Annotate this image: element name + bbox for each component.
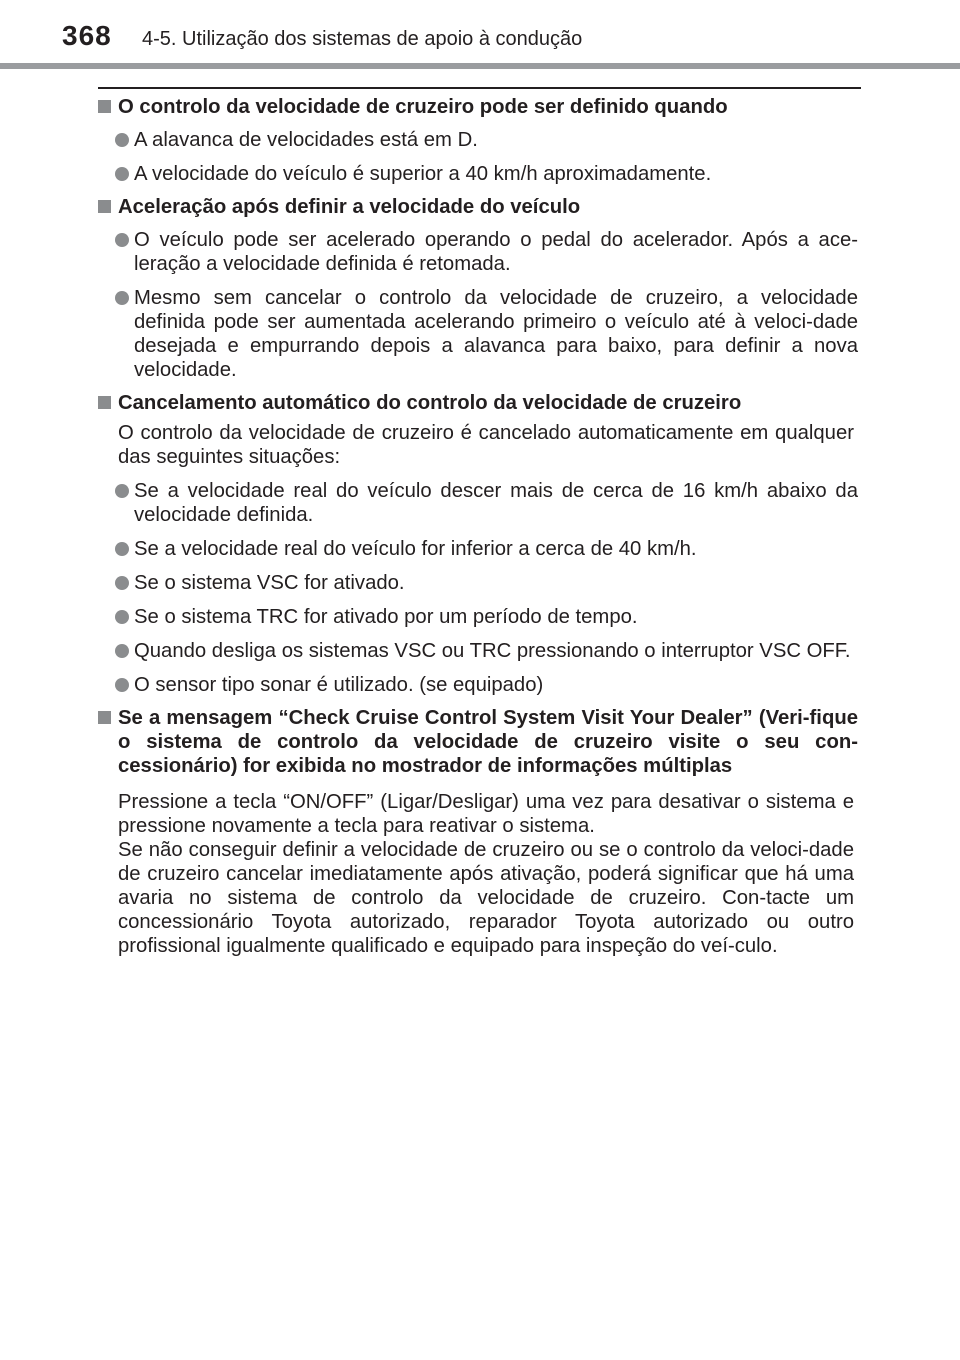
square-bullet-icon [98, 100, 111, 113]
list-item: Se a velocidade real do veículo for inferior a cerca de 40 km/h. [98, 537, 858, 561]
circle-bullet-icon [115, 233, 129, 247]
circle-bullet-icon [115, 542, 129, 556]
circle-bullet-icon [115, 610, 129, 624]
section-title: 4-5. Utilização dos sistemas de apoio à condução [142, 28, 583, 50]
circle-bullet-icon [115, 167, 129, 181]
list-item: Se o sistema VSC for ativado. [98, 571, 858, 595]
square-bullet-icon [98, 711, 111, 724]
circle-bullet-icon [115, 484, 129, 498]
list-item: Se o sistema TRC for ativado por um período de tempo. [98, 605, 858, 629]
list-item: Quando desliga os sistemas VSC ou TRC pressionando o interruptor VSC OFF. [98, 639, 858, 663]
circle-bullet-icon [115, 133, 129, 147]
circle-bullet-icon [115, 678, 129, 692]
section-heading: Aceleração após definir a velocidade do veículo [98, 195, 858, 219]
section-acceleration [98, 195, 858, 382]
list-item: Mesmo sem cancelar o controlo da velocidade de cruzeiro, a velocidade definida pode ser aumentada acelerando primeiro o veículo até à veloci-dade desejada e empurrando depois a alavanca para baixo, para definir a nova velocidade. [98, 286, 858, 382]
section-check-cruise-message [98, 706, 858, 958]
paragraph: Se não conseguir definir a velocidade de cruzeiro ou se o controlo da veloci-dade de cruzeiro cancelar imediatamente após ativação, poderá significar que há uma avaria no sistema de controlo da velocidade de cruzeiro. Con-tacte um concessionário Toyota autorizado, reparador Toyota autorizado ou outro profissional igualmente qualificado e equipado para inspeção do veí-culo. [118, 839, 854, 957]
list-item: O veículo pode ser acelerado operando o pedal do acelerador. Após a ace-leração a velocidade definida é retomada. [98, 228, 858, 276]
list-item: O sensor tipo sonar é utilizado. (se equipado) [98, 673, 858, 697]
section-heading: O controlo da velocidade de cruzeiro pode ser definido quando [98, 95, 858, 119]
section-heading: Cancelamento automático do controlo da velocidade de cruzeiro [98, 391, 858, 415]
circle-bullet-icon [115, 291, 129, 305]
circle-bullet-icon [115, 576, 129, 590]
paragraph: Pressione a tecla “ON/OFF” (Ligar/Desligar) uma vez para desativar o sistema e pressione novamente a tecla para reativar o sistema. [118, 791, 854, 837]
list-item: A alavanca de velocidades está em D. [98, 128, 858, 152]
section-auto-cancel [98, 391, 858, 697]
page-number: 368 [62, 20, 112, 51]
section-heading: Se a mensagem “Check Cruise Control System Visit Your Dealer” (Veri-fique o sistema de controlo da velocidade de cruzeiro visite o seu con-cessionário) for exibida no mostrador de informações múltiplas [98, 706, 858, 778]
square-bullet-icon [98, 396, 111, 409]
list-item: A velocidade do veículo é superior a 40 km/h aproximadamente. [98, 162, 858, 186]
circle-bullet-icon [115, 644, 129, 658]
page-content [98, 95, 858, 958]
square-bullet-icon [98, 200, 111, 213]
content-top-rule [98, 87, 861, 89]
list-item: Se a velocidade real do veículo descer mais de cerca de 16 km/h abaixo da velocidade definida. [98, 479, 858, 527]
section-cruise-set-conditions [98, 95, 858, 186]
header-divider [0, 63, 960, 69]
page-header [0, 0, 960, 72]
section-intro: O controlo da velocidade de cruzeiro é cancelado automaticamente em qualquer das seguintes situações: [118, 422, 854, 468]
